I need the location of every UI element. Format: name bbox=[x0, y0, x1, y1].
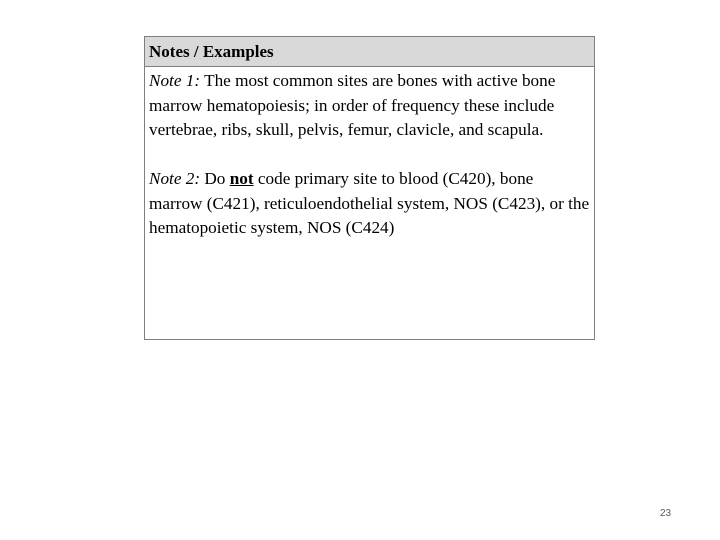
note-1 bbox=[149, 69, 590, 143]
note-2 bbox=[149, 167, 590, 241]
note-1-label: Note 1: bbox=[149, 71, 201, 90]
note-2-text-before: Do bbox=[200, 169, 230, 188]
note-2-emphasis: not bbox=[229, 169, 254, 188]
notes-table bbox=[144, 36, 595, 340]
notes-header: Notes / Examples bbox=[145, 37, 594, 67]
note-2-text-after: code primary site to blood (C420), bone marrow (C421), reticuloendothelial system, NOS (C423), or the hematopoietic system, NOS (C424) bbox=[149, 169, 590, 237]
page-number: 23 bbox=[660, 508, 672, 519]
note-2-label: Note 2: bbox=[149, 169, 201, 188]
note-1-text: The most common sites are bones with active bone marrow hematopoiesis; in order of frequency these include vertebrae, ribs, skull, pelvis, femur, clavicle, and scapula. bbox=[149, 71, 556, 139]
notes-body bbox=[145, 67, 594, 241]
